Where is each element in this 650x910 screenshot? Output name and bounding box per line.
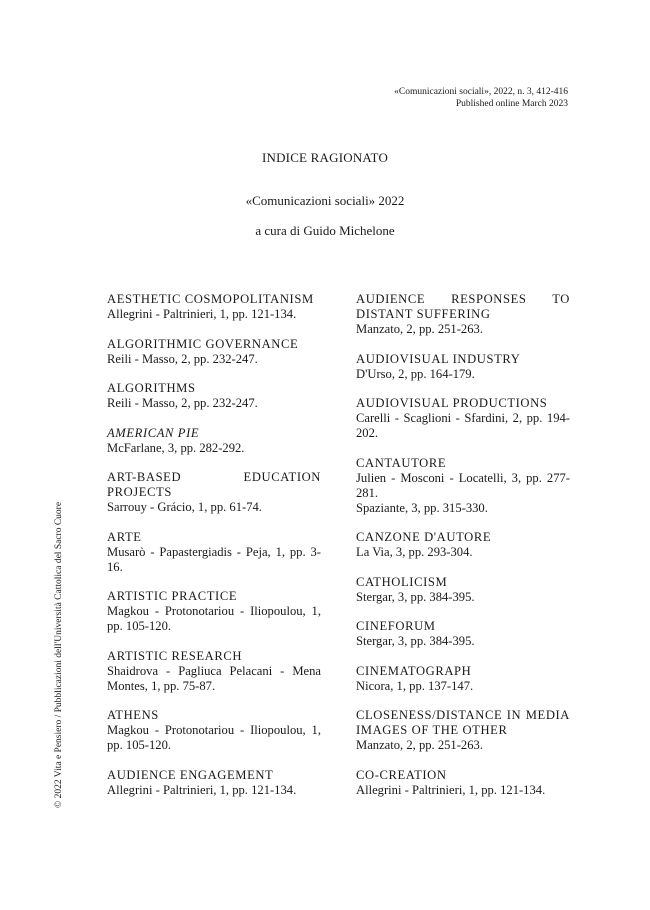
index-column-left: [107, 292, 321, 812]
index-entry: [356, 664, 570, 694]
index-entry: [107, 426, 321, 456]
article-header-meta: [394, 86, 568, 110]
index-term: CANZONE D'AUTORE: [356, 530, 492, 544]
index-entry: [107, 708, 321, 753]
index-reference: Reili - Masso, 2, pp. 232-247.: [107, 396, 258, 410]
index-reference: Reili - Masso, 2, pp. 232-247.: [107, 351, 258, 366]
index-entry: [107, 292, 321, 322]
index-entry: [107, 337, 321, 367]
index-reference: Manzato, 2, pp. 251-263.: [356, 322, 483, 336]
page-title: INDICE RAGIONATO: [261, 150, 389, 165]
index-entry: [356, 708, 570, 753]
index-term: ATHENS: [107, 708, 159, 722]
index-entry: [356, 768, 570, 798]
index-term: CANTAUTORE: [356, 455, 447, 470]
index-term: ART-BASED EDUCATION PROJECTS: [107, 470, 321, 499]
index-term: AUDIENCE RESPONSES TO DISTANT SUFFERING: [356, 292, 570, 321]
index-reference: Shaidrova - Pagliuca Pelacani - Mena Montes, 1, pp. 75-87.: [107, 663, 321, 693]
index-reference: Magkou - Protonotariou - Iliopoulou, 1, pp. 105-120.: [107, 604, 321, 633]
index-reference: Sarrouy - Grácio, 1, pp. 61-74.: [107, 500, 262, 514]
index-reference: Allegrini - Paltrinieri, 1, pp. 121-134.: [107, 307, 297, 321]
index-entry: [107, 470, 321, 515]
index-reference: Stergar, 3, pp. 384-395.: [356, 589, 475, 604]
index-term: CINEFORUM: [356, 619, 436, 633]
publication-date: Published online March 2023: [455, 99, 568, 109]
copyright-notice: © 2022 Vita e Pensiero / Pubblicazioni dell'Università Cattolica del Sacro Cuore: [54, 501, 64, 808]
index-reference: Stergar, 3, pp. 384-395.: [356, 634, 475, 648]
index-reference: Allegrini - Paltrinieri, 1, pp. 121-134.: [356, 782, 546, 797]
index-entry: [107, 768, 321, 798]
index-reference: Carelli - Scaglioni - Sfardini, 2, pp. 194-202.: [356, 411, 570, 440]
index-entry: [356, 456, 570, 516]
index-term: CINEMATOGRAPH: [356, 663, 472, 678]
index-entry: [107, 589, 321, 634]
journal-reference: «Comunicazioni sociali», 2022, n. 3, 412-416: [394, 87, 568, 97]
journal-subtitle: «Comunicazioni sociali» 2022: [245, 193, 405, 208]
index-term: AUDIENCE ENGAGEMENT: [107, 767, 274, 782]
index-column-right: [356, 292, 570, 812]
index-term: ARTISTIC RESEARCH: [107, 648, 243, 663]
index-term: AESTHETIC COSMOPOLITANISM: [107, 292, 314, 306]
index-term: CO-CREATION: [356, 767, 447, 782]
index-entry: [107, 530, 321, 575]
index-reference: McFarlane, 3, pp. 282-292.: [107, 440, 245, 455]
index-entry: [107, 649, 321, 694]
index-term: AUDIOVISUAL INDUSTRY: [356, 351, 521, 366]
index-entry: [356, 575, 570, 605]
index-reference: Spaziante, 3, pp. 315-330.: [356, 500, 488, 515]
index-entry: [356, 352, 570, 382]
index-reference: La Via, 3, pp. 293-304.: [356, 545, 473, 559]
index-term: ARTE: [107, 529, 142, 544]
index-entry: [356, 396, 570, 441]
index-term: ALGORITHMIC GOVERNANCE: [107, 336, 299, 351]
index-term: AUDIOVISUAL PRODUCTIONS: [356, 396, 548, 410]
index-term: CLOSENESS/DISTANCE IN MEDIA IMAGES OF THE OTHER: [356, 708, 570, 737]
index-reference: Nicora, 1, pp. 137-147.: [356, 678, 474, 693]
index-entry: [356, 530, 570, 560]
index-reference: Julien - Mosconi - Locatelli, 3, pp. 277-281.: [356, 470, 570, 500]
index-reference: Manzato, 2, pp. 251-263.: [356, 738, 483, 752]
index-entry: [107, 381, 321, 411]
index-reference: Musarò - Papastergiadis - Peja, 1, pp. 3-16.: [107, 544, 321, 574]
editor-line: a cura di Guido Michelone: [255, 223, 395, 238]
index-term: ALGORITHMS: [107, 381, 196, 395]
index-term: ARTISTIC PRACTICE: [107, 589, 238, 603]
index-entry: [356, 292, 570, 337]
index-term: AMERICAN PIE: [107, 425, 200, 440]
index-reference: Allegrini - Paltrinieri, 1, pp. 121-134.: [107, 782, 297, 797]
index-entry: [356, 619, 570, 649]
index-reference: Magkou - Protonotariou - Iliopoulou, 1, pp. 105-120.: [107, 723, 321, 752]
index-reference: D'Urso, 2, pp. 164-179.: [356, 366, 475, 381]
index-term: CATHOLICISM: [356, 574, 448, 589]
